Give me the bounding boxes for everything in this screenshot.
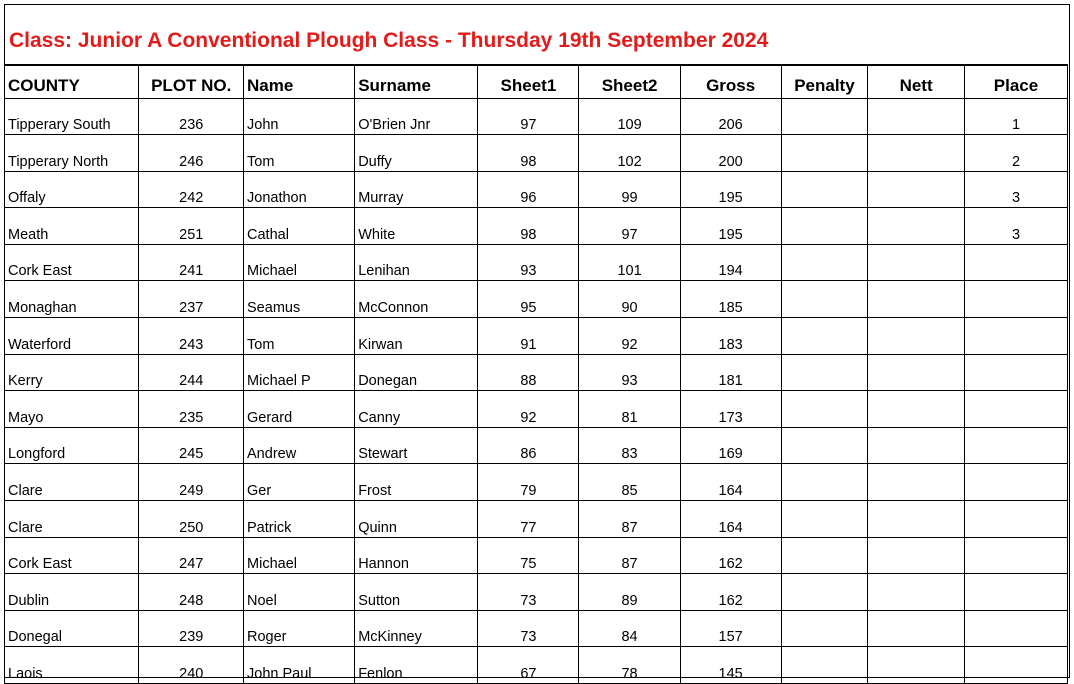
cell-plot-no: 248 bbox=[139, 574, 244, 611]
cell-surname: Hannon bbox=[355, 537, 478, 574]
cell-sheet1: 96 bbox=[478, 171, 579, 208]
cell-plot-no: 236 bbox=[139, 98, 244, 135]
cell-surname: McKinney bbox=[355, 610, 478, 647]
cell-penalty bbox=[781, 135, 868, 172]
cell-name: Michael bbox=[244, 244, 355, 281]
cell-nett bbox=[868, 171, 965, 208]
cell-sheet2: 85 bbox=[579, 464, 680, 501]
header-plot-no: PLOT NO. bbox=[139, 65, 244, 98]
cell-surname: Fenlon bbox=[355, 647, 478, 684]
cell-place bbox=[965, 501, 1068, 538]
cell-county: Donegal bbox=[5, 610, 139, 647]
cell-surname: Lenihan bbox=[355, 244, 478, 281]
cell-nett bbox=[868, 135, 965, 172]
cell-sheet1: 92 bbox=[478, 391, 579, 428]
cell-county: Longford bbox=[5, 427, 139, 464]
cell-gross: 173 bbox=[680, 391, 781, 428]
cell-name: Tom bbox=[244, 318, 355, 355]
cell-place bbox=[965, 647, 1068, 684]
cell-name: Patrick bbox=[244, 501, 355, 538]
cell-county: Dublin bbox=[5, 574, 139, 611]
cell-surname: Frost bbox=[355, 464, 478, 501]
cell-place bbox=[965, 537, 1068, 574]
cell-name: Tom bbox=[244, 135, 355, 172]
cell-county: Cork East bbox=[5, 244, 139, 281]
cell-place bbox=[965, 391, 1068, 428]
cell-nett bbox=[868, 647, 965, 684]
table-row bbox=[5, 574, 1068, 611]
cell-penalty bbox=[781, 427, 868, 464]
cell-gross: 169 bbox=[680, 427, 781, 464]
table-row bbox=[5, 391, 1068, 428]
cell-plot-no: 240 bbox=[139, 647, 244, 684]
cell-sheet1: 98 bbox=[478, 135, 579, 172]
table-row bbox=[5, 647, 1068, 684]
cell-place: 2 bbox=[965, 135, 1068, 172]
cell-gross: 206 bbox=[680, 98, 781, 135]
table-row bbox=[5, 208, 1068, 245]
cell-penalty bbox=[781, 537, 868, 574]
cell-sheet2: 89 bbox=[579, 574, 680, 611]
cell-nett bbox=[868, 208, 965, 245]
cell-penalty bbox=[781, 574, 868, 611]
cell-county: Clare bbox=[5, 501, 139, 538]
cell-place bbox=[965, 427, 1068, 464]
cell-surname: Donegan bbox=[355, 354, 478, 391]
table-row bbox=[5, 171, 1068, 208]
cell-sheet2: 92 bbox=[579, 318, 680, 355]
cell-sheet2: 97 bbox=[579, 208, 680, 245]
cell-place bbox=[965, 354, 1068, 391]
table-row bbox=[5, 501, 1068, 538]
cell-plot-no: 246 bbox=[139, 135, 244, 172]
cell-plot-no: 249 bbox=[139, 464, 244, 501]
cell-gross: 195 bbox=[680, 208, 781, 245]
page-title: Class: Junior A Conventional Plough Class - Thursday 19th September 2024 bbox=[9, 29, 769, 52]
cell-gross: 194 bbox=[680, 244, 781, 281]
cell-penalty bbox=[781, 501, 868, 538]
cell-sheet1: 77 bbox=[478, 501, 579, 538]
cell-county: Monaghan bbox=[5, 281, 139, 318]
cell-gross: 185 bbox=[680, 281, 781, 318]
cell-sheet1: 88 bbox=[478, 354, 579, 391]
cell-county: Tipperary South bbox=[5, 98, 139, 135]
cell-plot-no: 243 bbox=[139, 318, 244, 355]
cell-surname: Quinn bbox=[355, 501, 478, 538]
cell-nett bbox=[868, 281, 965, 318]
cell-sheet1: 73 bbox=[478, 610, 579, 647]
cell-sheet1: 91 bbox=[478, 318, 579, 355]
cell-sheet1: 86 bbox=[478, 427, 579, 464]
cell-sheet1: 93 bbox=[478, 244, 579, 281]
cell-sheet2: 84 bbox=[579, 610, 680, 647]
cell-name: Jonathon bbox=[244, 171, 355, 208]
table-row bbox=[5, 537, 1068, 574]
cell-gross: 195 bbox=[680, 171, 781, 208]
results-sheet bbox=[4, 4, 1070, 682]
cell-sheet1: 75 bbox=[478, 537, 579, 574]
cell-name: Ger bbox=[244, 464, 355, 501]
cell-sheet2: 102 bbox=[579, 135, 680, 172]
cell-name: Michael bbox=[244, 537, 355, 574]
cell-name: Seamus bbox=[244, 281, 355, 318]
cell-plot-no: 239 bbox=[139, 610, 244, 647]
cell-nett bbox=[868, 464, 965, 501]
cell-plot-no: 235 bbox=[139, 391, 244, 428]
cell-county: Cork East bbox=[5, 537, 139, 574]
header-nett: Nett bbox=[868, 65, 965, 98]
cell-gross: 200 bbox=[680, 135, 781, 172]
cell-penalty bbox=[781, 208, 868, 245]
table-row bbox=[5, 135, 1068, 172]
cell-sheet2: 99 bbox=[579, 171, 680, 208]
table-row bbox=[5, 244, 1068, 281]
cell-name: John Paul bbox=[244, 647, 355, 684]
cell-gross: 164 bbox=[680, 464, 781, 501]
cell-sheet1: 98 bbox=[478, 208, 579, 245]
cell-name: Cathal bbox=[244, 208, 355, 245]
cell-place: 1 bbox=[965, 98, 1068, 135]
cell-county: Waterford bbox=[5, 318, 139, 355]
cell-plot-no: 241 bbox=[139, 244, 244, 281]
header-surname: Surname bbox=[355, 65, 478, 98]
cell-surname: White bbox=[355, 208, 478, 245]
table-row bbox=[5, 281, 1068, 318]
cell-county: Meath bbox=[5, 208, 139, 245]
cell-place bbox=[965, 318, 1068, 355]
cell-sheet1: 97 bbox=[478, 98, 579, 135]
cell-sheet1: 95 bbox=[478, 281, 579, 318]
cell-nett bbox=[868, 427, 965, 464]
cell-sheet2: 87 bbox=[579, 537, 680, 574]
cell-nett bbox=[868, 318, 965, 355]
cell-plot-no: 242 bbox=[139, 171, 244, 208]
cell-place bbox=[965, 464, 1068, 501]
cell-gross: 157 bbox=[680, 610, 781, 647]
cell-sheet2: 101 bbox=[579, 244, 680, 281]
cell-name: Michael P bbox=[244, 354, 355, 391]
cell-sheet2: 93 bbox=[579, 354, 680, 391]
cell-sheet1: 67 bbox=[478, 647, 579, 684]
cell-plot-no: 251 bbox=[139, 208, 244, 245]
results-table bbox=[4, 64, 1068, 684]
cell-penalty bbox=[781, 610, 868, 647]
cell-plot-no: 247 bbox=[139, 537, 244, 574]
cell-sheet2: 87 bbox=[579, 501, 680, 538]
header-name: Name bbox=[244, 65, 355, 98]
cell-county: Offaly bbox=[5, 171, 139, 208]
cell-penalty bbox=[781, 318, 868, 355]
cell-sheet2: 109 bbox=[579, 98, 680, 135]
cell-penalty bbox=[781, 354, 868, 391]
cell-county: Laois bbox=[5, 647, 139, 684]
cell-nett bbox=[868, 98, 965, 135]
header-row bbox=[5, 65, 1068, 98]
header-gross: Gross bbox=[680, 65, 781, 98]
table-row bbox=[5, 318, 1068, 355]
cell-sheet1: 79 bbox=[478, 464, 579, 501]
cell-penalty bbox=[781, 244, 868, 281]
cell-place bbox=[965, 574, 1068, 611]
cell-plot-no: 237 bbox=[139, 281, 244, 318]
cell-gross: 162 bbox=[680, 537, 781, 574]
header-sheet1: Sheet1 bbox=[478, 65, 579, 98]
cell-nett bbox=[868, 391, 965, 428]
cell-surname: McConnon bbox=[355, 281, 478, 318]
cell-name: Roger bbox=[244, 610, 355, 647]
cell-place bbox=[965, 244, 1068, 281]
cell-penalty bbox=[781, 281, 868, 318]
cell-sheet1: 73 bbox=[478, 574, 579, 611]
header-penalty: Penalty bbox=[781, 65, 868, 98]
cell-penalty bbox=[781, 171, 868, 208]
cell-surname: Duffy bbox=[355, 135, 478, 172]
cell-sheet2: 83 bbox=[579, 427, 680, 464]
header-place: Place bbox=[965, 65, 1068, 98]
cell-nett bbox=[868, 501, 965, 538]
cell-gross: 162 bbox=[680, 574, 781, 611]
cell-sheet2: 90 bbox=[579, 281, 680, 318]
cell-name: John bbox=[244, 98, 355, 135]
cell-plot-no: 244 bbox=[139, 354, 244, 391]
cell-name: Noel bbox=[244, 574, 355, 611]
cell-gross: 145 bbox=[680, 647, 781, 684]
cell-sheet2: 81 bbox=[579, 391, 680, 428]
table-row bbox=[5, 354, 1068, 391]
cell-surname: Kirwan bbox=[355, 318, 478, 355]
cell-penalty bbox=[781, 464, 868, 501]
cell-place bbox=[965, 610, 1068, 647]
cell-surname: O'Brien Jnr bbox=[355, 98, 478, 135]
cell-nett bbox=[868, 574, 965, 611]
header-sheet2: Sheet2 bbox=[579, 65, 680, 98]
cell-plot-no: 250 bbox=[139, 501, 244, 538]
table-row bbox=[5, 98, 1068, 135]
cell-gross: 164 bbox=[680, 501, 781, 538]
table-row bbox=[5, 610, 1068, 647]
cell-place: 3 bbox=[965, 208, 1068, 245]
cell-sheet2: 78 bbox=[579, 647, 680, 684]
cell-county: Mayo bbox=[5, 391, 139, 428]
cell-surname: Sutton bbox=[355, 574, 478, 611]
cell-name: Andrew bbox=[244, 427, 355, 464]
cell-nett bbox=[868, 537, 965, 574]
table-row bbox=[5, 427, 1068, 464]
cell-surname: Stewart bbox=[355, 427, 478, 464]
cell-county: Clare bbox=[5, 464, 139, 501]
cell-gross: 183 bbox=[680, 318, 781, 355]
cell-nett bbox=[868, 354, 965, 391]
cell-county: Kerry bbox=[5, 354, 139, 391]
cell-plot-no: 245 bbox=[139, 427, 244, 464]
cell-penalty bbox=[781, 98, 868, 135]
cell-county: Tipperary North bbox=[5, 135, 139, 172]
cell-nett bbox=[868, 610, 965, 647]
cell-penalty bbox=[781, 647, 868, 684]
cell-gross: 181 bbox=[680, 354, 781, 391]
cell-nett bbox=[868, 244, 965, 281]
table-row bbox=[5, 464, 1068, 501]
cell-surname: Murray bbox=[355, 171, 478, 208]
header-county: COUNTY bbox=[5, 65, 139, 98]
cell-place bbox=[965, 281, 1068, 318]
cell-name: Gerard bbox=[244, 391, 355, 428]
cell-surname: Canny bbox=[355, 391, 478, 428]
cell-penalty bbox=[781, 391, 868, 428]
cell-place: 3 bbox=[965, 171, 1068, 208]
